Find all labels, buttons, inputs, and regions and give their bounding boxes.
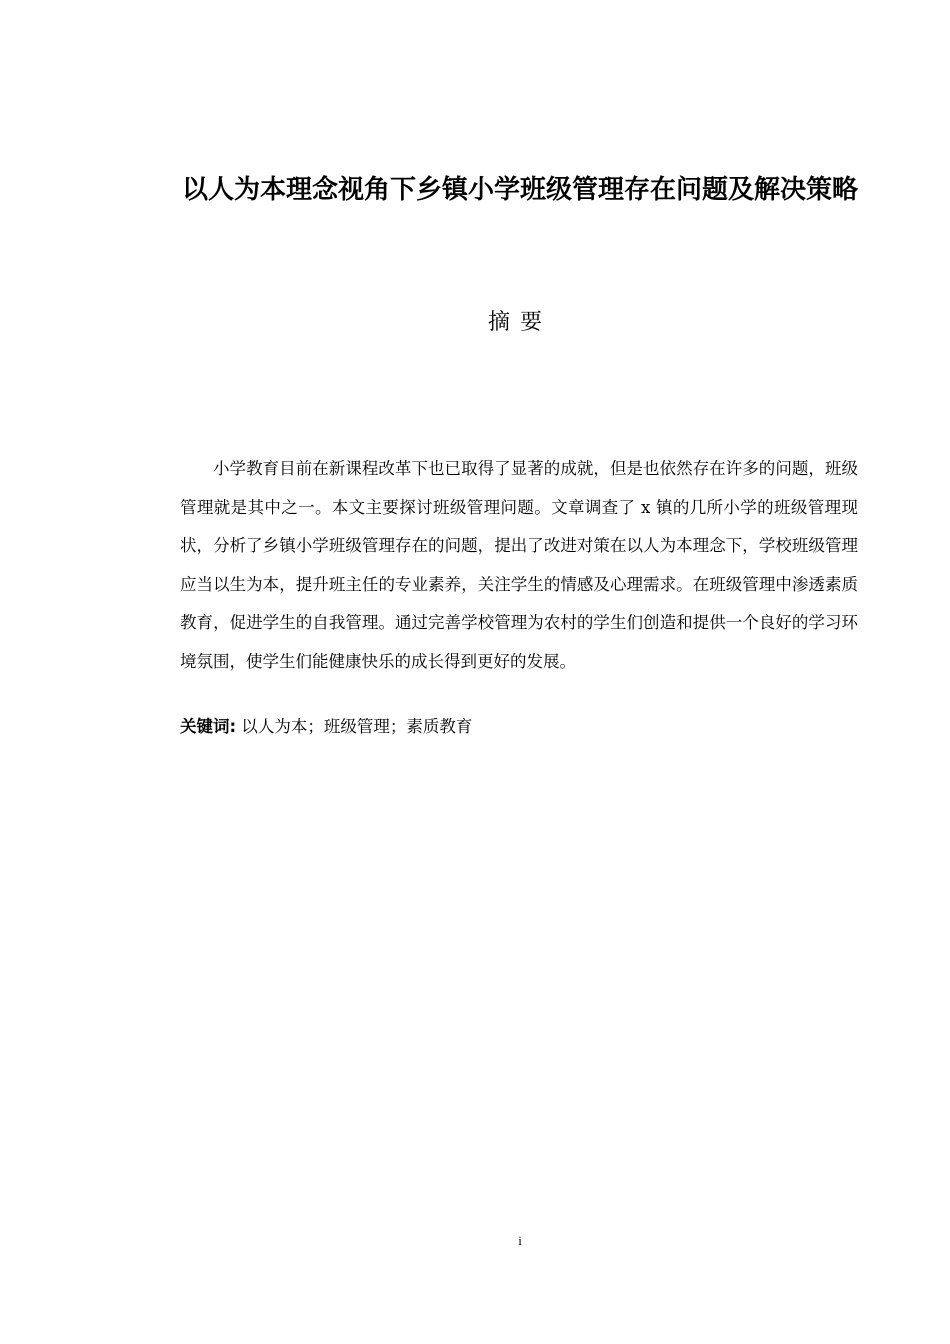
abstract-body: 小学教育目前在新课程改革下也已取得了显著的成就，但是也依然存在许多的问题，班级管理就是其中之一。本文主要探讨班级管理问题。文章调查了 x 镇的几所小学的班级管理现状，分析了乡镇小学班级管理存在的问题，提出了改进对策在以人为本理念下，学校班级管理应当以生为本，提升班主任的专业素养，关注学生的情感及心理需求。在班级管理中渗透素质教育，促进学生的自我管理。通过完善学校管理为农村的学生们创造和提供一个良好的学习环境氛围，使学生们能健康快乐的成长得到更好的发展。: [180, 459, 858, 671]
abstract-heading: 摘要: [487, 310, 552, 335]
keywords-label: 关键词:: [180, 717, 237, 736]
keywords-value: 以人为本；班级管理；素质教育: [241, 717, 473, 736]
keywords-line: [180, 709, 858, 745]
page-number: i: [518, 1233, 522, 1248]
document-title: 以人为本理念视角下乡镇小学班级管理存在问题及解决策略: [181, 175, 858, 205]
